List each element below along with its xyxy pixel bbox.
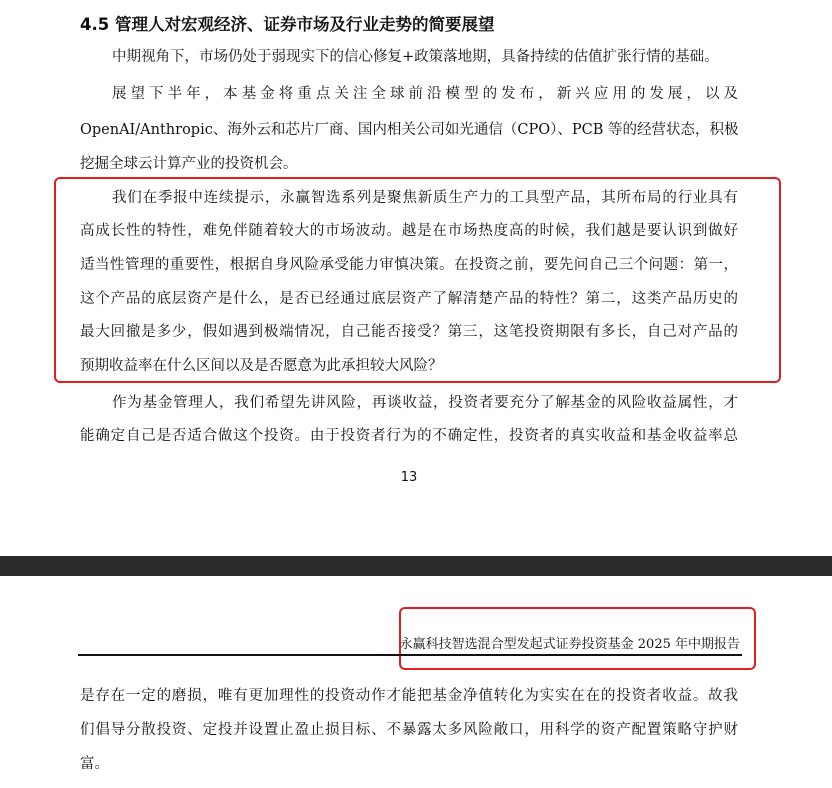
page-number: 13 — [400, 470, 418, 485]
paragraph-line: OpenAI/Anthropic、海外云和芯片厂商、国内相关公司如光通信（CPO）、PCB 等的经营状态，积极 — [80, 122, 739, 138]
paragraph-line: 我们在季报中连续提示，永赢智选系列是聚焦新质生产力的工具型产品，其所布局的行业具有 — [112, 190, 738, 206]
header-rule — [78, 654, 742, 656]
paragraph-line: 能确定自己是否适合做这个投资。由于投资者行为的不确定性，投资者的真实收益和基金收益率总 — [80, 428, 738, 444]
paragraph-line: 挖掘全球云计算产业的投资机会。 — [80, 156, 298, 172]
paragraph-line: 预期收益率在什么区间以及是否愿意为此承担较大风险？ — [80, 358, 443, 374]
paragraph-line: 是存在一定的磨损，唯有更加理性的投资动作才能把基金净值转化为实实在在的投资者收益。故我 — [80, 688, 738, 704]
paragraph-line: 这个产品的底层资产是什么，是否已经通过底层资产了解清楚产品的特性？第二，这类产品历史的 — [80, 291, 738, 307]
paragraph-line: 富。 — [80, 756, 109, 772]
report-header-title: 永赢科技智选混合型发起式证券投资基金 2025 年中期报告 — [399, 637, 740, 652]
paragraph-line: 适当性管理的重要性，根据自身风险承受能力审慎决策。在投资之前，要先问自己三个问题：第一， — [80, 257, 738, 273]
page-separator — [0, 556, 832, 576]
paragraph-line: 中期视角下，市场仍处于弱现实下的信心修复+政策落地期，具备持续的估值扩张行情的基础。 — [112, 49, 719, 65]
paragraph-line: 展望下半年，本基金将重点关注全球前沿模型的发布，新兴应用的发展，以及 — [112, 86, 738, 102]
paragraph-line: 高成长性的特性，难免伴随着较大的市场波动。越是在市场热度高的时候，我们越是要认识到做好 — [80, 223, 738, 239]
section-heading: 4.5 管理人对宏观经济、证券市场及行业走势的简要展望 — [80, 15, 495, 34]
paragraph-line: 作为基金管理人，我们希望先讲风险，再谈收益，投资者要充分了解基金的风险收益属性，才 — [112, 395, 738, 411]
paragraph-line: 最大回撤是多少，假如遇到极端情况，自己能否接受？第三，这笔投资期限有多长，自己对产品的 — [80, 324, 738, 340]
paragraph-line: 们倡导分散投资、定投并设置止盈止损目标、不暴露太多风险敞口，用科学的资产配置策略守护财 — [80, 722, 738, 738]
